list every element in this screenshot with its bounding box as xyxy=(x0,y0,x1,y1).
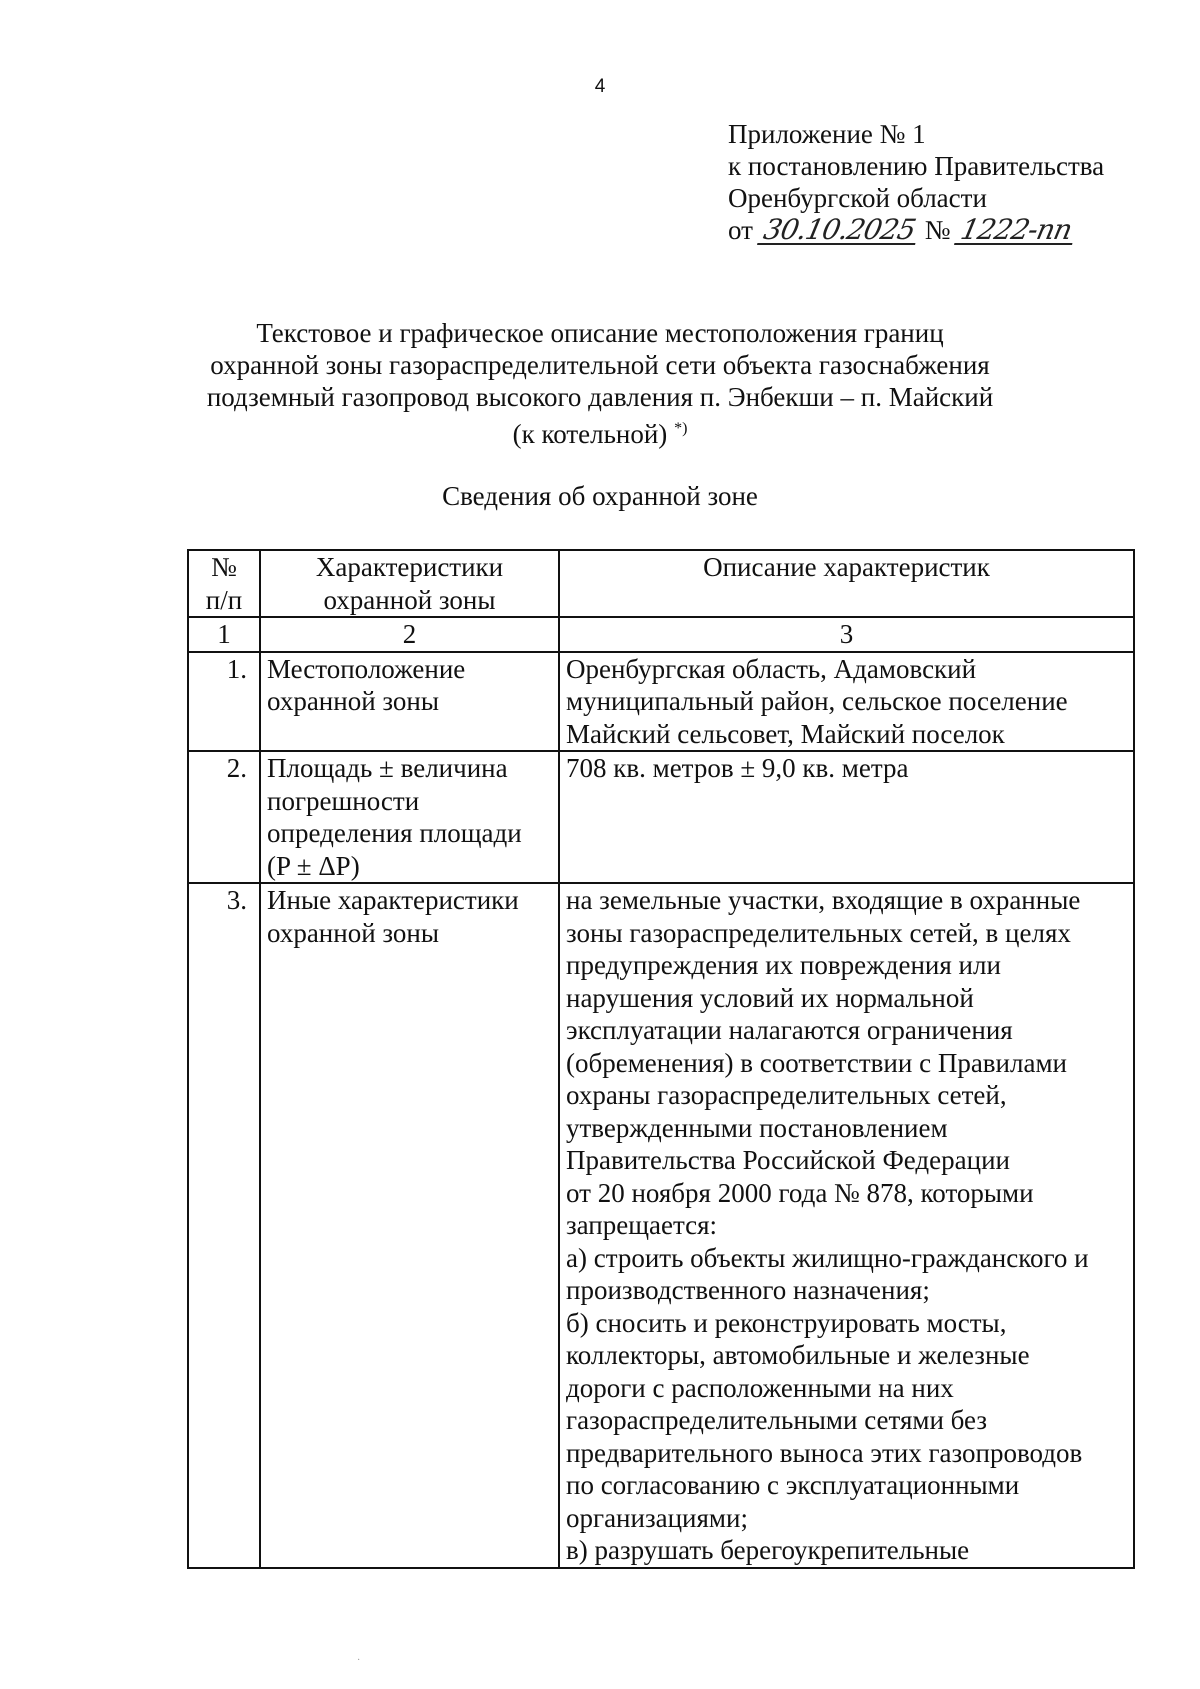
table-body xyxy=(188,652,1134,1568)
row-index: 3. xyxy=(188,883,260,1568)
header-characteristics-line-2: охранной зоны xyxy=(323,584,496,615)
characteristic-line: (P ± ΔP) xyxy=(267,850,360,881)
title-line-4-text: (к котельной) xyxy=(512,419,668,449)
title-line-2: охранной зоны газораспределительной сети объекта газоснабжения xyxy=(210,350,990,380)
scan-artifact: · xyxy=(357,1655,361,1666)
date-prefix: от xyxy=(728,215,753,245)
title-line-1: Текстовое и графическое описание местоположения границ xyxy=(256,318,944,348)
characteristic-line: Местоположение xyxy=(267,653,466,684)
description-line: а) строить объекты жилищно-гражданского и xyxy=(566,1242,1089,1273)
row-description xyxy=(559,751,1134,883)
column-number-3: 3 xyxy=(559,617,1134,652)
description-line: зоны газораспределительных сетей, в целях xyxy=(566,917,1071,948)
description-line: утвержденными постановлением xyxy=(566,1112,948,1143)
characteristic-line: охранной зоны xyxy=(267,686,440,716)
row-description xyxy=(559,652,1134,752)
header-number-line-1: № xyxy=(211,552,237,582)
header-description: Описание характеристик xyxy=(559,550,1134,617)
row-index: 1. xyxy=(188,652,260,752)
handwritten-number: 1222-пп xyxy=(954,217,1078,245)
header-characteristics-line-1: Характеристики xyxy=(315,552,504,582)
appendix-line-3: Оренбургской области xyxy=(728,183,987,213)
description-line: организациями; xyxy=(566,1502,748,1533)
appendix-line-1: Приложение № 1 xyxy=(728,119,926,149)
page-number: 4 xyxy=(594,76,606,97)
description-line: 708 кв. метров ± 9,0 кв. метра xyxy=(566,753,909,783)
description-line: от 20 ноября 2000 года № 878, которыми xyxy=(566,1177,1034,1208)
appendix-header xyxy=(728,118,1104,246)
header-number-line-2: п/п xyxy=(205,584,243,615)
description-line: газораспределительными сетями без xyxy=(566,1405,988,1435)
appendix-date-line xyxy=(728,214,1104,246)
description-line: эксплуатации налагаются ограничения xyxy=(566,1015,1013,1045)
characteristic-line: погрешности xyxy=(267,785,420,816)
description-line: Майский сельсовет, Майский поселок xyxy=(566,718,1005,749)
description-line: запрещается: xyxy=(566,1210,718,1240)
row-characteristic xyxy=(260,652,559,752)
description-line: дороги с расположенными на них xyxy=(566,1372,954,1403)
section-subtitle: Сведения об охранной зоне xyxy=(442,481,758,511)
column-numbering-row xyxy=(188,617,1134,652)
characteristic-line: Иные характеристики xyxy=(267,885,519,915)
row-characteristic xyxy=(260,751,559,883)
zone-info-table xyxy=(187,549,1135,1569)
description-line: в) разрушать берегоукрепительные xyxy=(566,1535,970,1565)
characteristic-line: определения площади xyxy=(267,818,522,848)
row-characteristic xyxy=(260,883,559,1568)
column-number-2: 2 xyxy=(260,617,559,652)
column-number-1: 1 xyxy=(188,617,260,652)
description-line: коллекторы, автомобильные и железные xyxy=(566,1340,1030,1370)
document-title xyxy=(0,317,1200,450)
table-row xyxy=(188,883,1134,1568)
table-row xyxy=(188,652,1134,752)
description-line: муниципальный район, сельское поселение xyxy=(566,686,1068,716)
description-line: нарушения условий их нормальной xyxy=(566,982,974,1013)
description-line: по согласованию с эксплуатационными xyxy=(566,1470,1020,1500)
row-index: 2. xyxy=(188,751,260,883)
description-line: на земельные участки, входящие в охранные xyxy=(566,885,1081,915)
header-number xyxy=(188,550,260,617)
description-line: б) сносить и реконструировать мосты, xyxy=(566,1307,1007,1338)
number-prefix: № xyxy=(924,215,951,245)
footnote-mark: *) xyxy=(674,420,688,437)
description-line: предварительного выноса этих газопроводов xyxy=(566,1437,1083,1468)
appendix-line-2: к постановлению Правительства xyxy=(728,151,1105,181)
description-line: охраны газораспределительных сетей, xyxy=(566,1080,1007,1110)
handwritten-date: 30.10.2025 xyxy=(757,217,921,245)
title-line-3: подземный газопровод высокого давления п. Энбекши – п. Майский xyxy=(206,382,994,412)
title-line-4 xyxy=(0,413,1200,450)
description-line: предупреждения их повреждения или xyxy=(566,950,1001,980)
header-characteristics xyxy=(260,550,559,617)
table-header-row xyxy=(188,550,1134,617)
table-row xyxy=(188,751,1134,883)
description-line: Оренбургская область, Адамовский xyxy=(566,653,977,684)
characteristic-line: охранной зоны xyxy=(267,917,440,948)
characteristic-line: Площадь ± величина xyxy=(267,753,508,783)
description-line: производственного назначения; xyxy=(566,1275,930,1305)
description-line: (обременения) в соответствии с Правилами xyxy=(566,1047,1067,1078)
row-description xyxy=(559,883,1134,1568)
description-line: Правительства Российской Федерации xyxy=(566,1145,1010,1175)
